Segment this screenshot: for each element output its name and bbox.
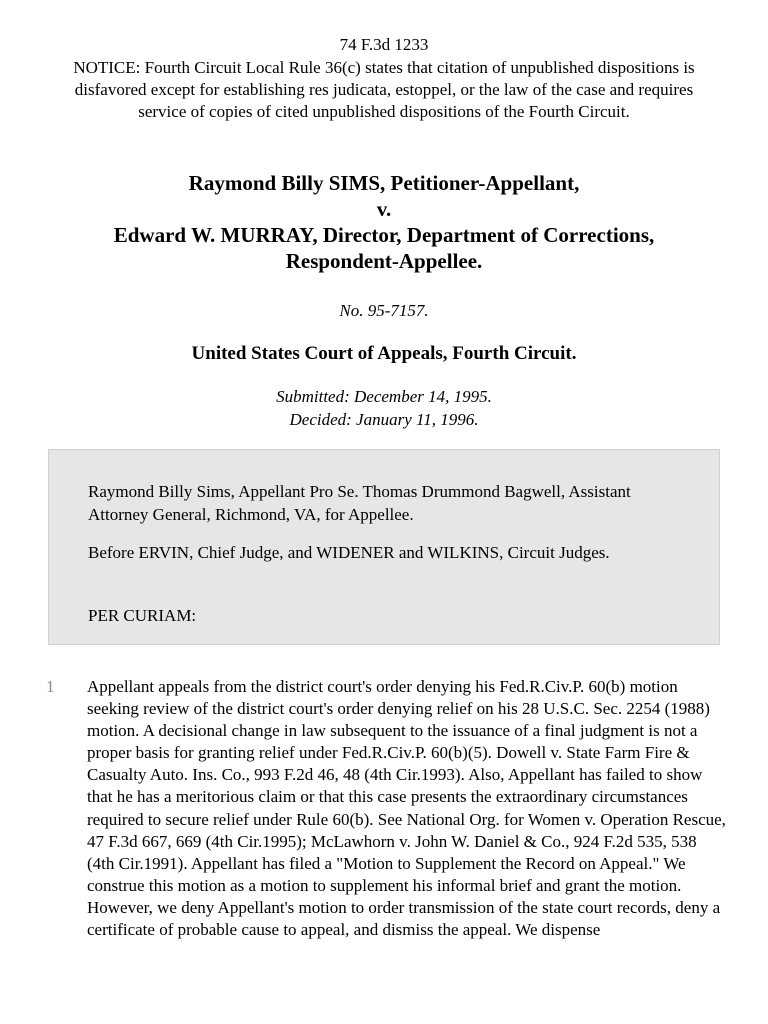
counsel-text: Raymond Billy Sims, Appellant Pro Se. Thomas Drummond Bagwell, Assistant Attorney General, Richmond, VA, for Appellee. [88, 482, 631, 524]
per-curiam: PER CURIAM: [88, 606, 197, 625]
submitted-date: Submitted: December 14, 1995. [276, 387, 492, 406]
case-dates [0, 385, 768, 431]
panel-text: Before ERVIN, Chief Judge, and WIDENER and WILKINS, Circuit Judges. [88, 543, 610, 562]
petitioner-line: Raymond Billy SIMS, Petitioner-Appellant, [188, 171, 580, 195]
docket-number: No. 95-7157. [339, 301, 429, 320]
notice: NOTICE: Fourth Circuit Local Rule 36(c) states that citation of unpublished dispositions is disfavored except for establishing res judicata, estoppel, or the law of the case and requires service of copies of cited unpublished dispositions of the Fourth Circuit. [73, 58, 695, 121]
court-name: United States Court of Appeals, Fourth Circuit. [191, 343, 577, 364]
versus-line: v. [376, 197, 392, 221]
decided-date: Decided: January 11, 1996. [289, 410, 479, 429]
respondent-role-line: Respondent-Appellee. [285, 249, 483, 273]
citation: 74 F.3d 1233 [339, 35, 429, 54]
paragraph-number: 1 [46, 677, 55, 696]
summary-box [48, 449, 720, 645]
opinion-paragraph: Appellant appeals from the district court's order denying his Fed.R.Civ.P. 60(b) motion seeking review of the district court's order denying relief on his 28 U.S.C. Sec. 2254 (1988) motion. A decisional change in law subsequent to the issuance of a final judgment is not a proper basis for granting relief under Fed.R.Civ.P. 60(b)(5). Dowell v. State Farm Fire & Casualty Auto. Ins. Co., 993 F.2d 46, 48 (4th Cir.1993). Also, Appellant has failed to show that he has a meritorious claim or that this case presents the extraordinary circumstances required to secure relief under Rule 60(b). See National Org. for Women v. Operation Rescue, 47 F.3d 667, 669 (4th Cir.1995); McLawhorn v. John W. Daniel & Co., 924 F.2d 535, 538 (4th Cir.1991). Appellant has filed a "Motion to Supplement the Record on Appeal." We construe this motion as a motion to supplement his informal brief and grant the motion. However, we deny Appellant's motion to order transmission of the state court records, deny a certificate of probable cause to appeal, and dismiss the appeal. We dispense [87, 677, 726, 940]
case-caption [30, 170, 738, 274]
respondent-line: Edward W. MURRAY, Director, Department of Corrections, [113, 223, 655, 247]
